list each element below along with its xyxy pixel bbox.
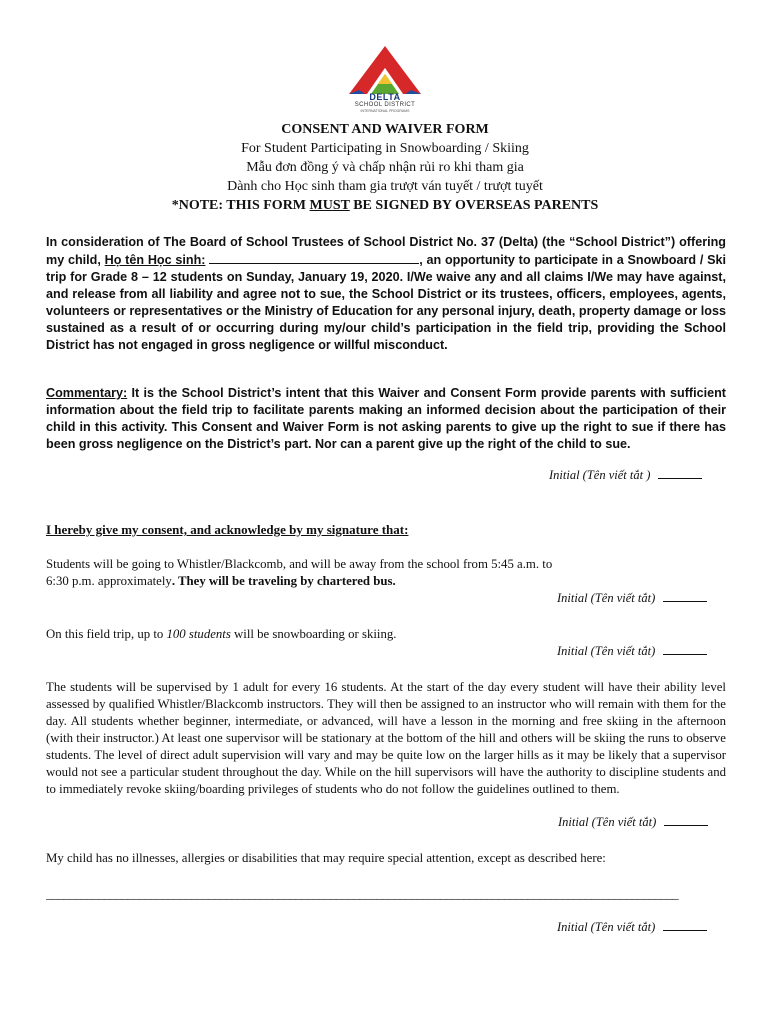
note-must: MUST bbox=[309, 198, 350, 213]
form-title: CONSENT AND WAIVER FORM bbox=[281, 122, 489, 137]
illness-paragraph: My child has no illnesses, allergies or disabilities that may require special attention, except as described here: bbox=[46, 851, 606, 865]
consideration-paragraph bbox=[46, 234, 726, 354]
initial-input-3[interactable] bbox=[663, 644, 707, 655]
form-subtitle-vi-1: Mẫu đơn đồng ý và chấp nhận rủi ro khi tham gia bbox=[246, 160, 524, 175]
supervision-paragraph: The students will be supervised by 1 adult for every 16 students. At the start of the day every student will have their ability level assessed by qualified Whistler/Blackcomb instructors. They will then be assigned to an instructor who will remain with them for the day. All students whether beginner, intermediate, or advanced, will have a lesson in the morning and free skiing in the afternoon (with their instructor.) At least one supervisor will be stationary at the bottom of the hill and others will be skiing the runs to observe students. The level of direct adult supervision will vary and may be quite low on the larger hills as it may be likely that a supervisor would not see a particular student throughout the day. While on the hill supervisors will have the authority to discipline students and to immediately revoke skiing/boarding privileges of students who do not follow the guidelines outlined to them. bbox=[46, 680, 726, 796]
consideration-part1: In consideration of The Board of School Trustees of School District No. 37 (Delta) (the “School District”) offering my child, bbox=[46, 235, 726, 267]
logo-text bbox=[340, 93, 430, 113]
initial-label-2: Initial (Tên viết tắt) bbox=[557, 591, 656, 605]
initial-field-4 bbox=[558, 815, 708, 830]
form-subtitle: For Student Participating in Snowboarding / Skiing bbox=[241, 141, 529, 156]
initial-label-3: Initial (Tên viết tắt) bbox=[557, 644, 656, 658]
logo-programs: INTERNATIONAL PROGRAMS bbox=[360, 109, 410, 113]
commentary-label: Commentary: bbox=[46, 386, 128, 400]
initial-label-1: Initial (Tên viết tắt ) bbox=[549, 468, 651, 482]
initial-label-5: Initial (Tên viết tắt) bbox=[557, 920, 656, 934]
initial-field-1 bbox=[549, 468, 702, 483]
commentary-text: It is the School District’s intent that this Waiver and Consent Form provide parents with sufficient information about the field trip to facilitate parents making an informed decision about the participation of their child in this activity. This Consent and Waiver Form is not asking parents to give up the right to sue if there has been gross negligence on the District’s part. Nor can a parent give up the right of the child to sue. bbox=[46, 386, 726, 451]
initial-input-5[interactable] bbox=[663, 920, 707, 931]
overseas-note bbox=[0, 196, 770, 215]
field-trip-paragraph bbox=[46, 626, 726, 643]
commentary-paragraph bbox=[46, 385, 726, 453]
field-trip-before: On this field trip, up to bbox=[46, 627, 167, 641]
initial-field-5 bbox=[557, 920, 707, 935]
initial-label-4: Initial (Tên viết tắt) bbox=[558, 815, 657, 829]
child-name-field[interactable] bbox=[209, 251, 419, 264]
child-name-label: Họ tên Học sinh: bbox=[104, 253, 206, 267]
initial-input-2[interactable] bbox=[663, 591, 707, 602]
note-suffix: BE SIGNED BY OVERSEAS PARENTS bbox=[349, 198, 599, 213]
illness-description-field[interactable]: _____________________________________________________________________________________________________________ bbox=[46, 887, 679, 901]
initial-field-3 bbox=[557, 644, 707, 659]
logo-name: DELTA bbox=[369, 92, 401, 102]
initial-input-1[interactable] bbox=[658, 468, 702, 479]
consideration-part2: , an opportunity to participate in a Snowboard / Ski trip for Grade 8 – 12 students on Sunday, January 19, 2020. I/We waive any and all claims I/We may have against, and release from all liability and agree not to sue, the School District or its trustees, officers, employees, agents, volunteers or representatives or the Ministry of Education for any personal injury, death, property damage or loss sustained as a result of or occurring during my/our child’s participation in the field trip, providing the School District has not engaged in gross negligence or willful misconduct. bbox=[46, 253, 726, 352]
consent-heading: I hereby give my consent, and acknowledge by my signature that: bbox=[46, 522, 409, 537]
initial-input-4[interactable] bbox=[664, 815, 708, 826]
field-trip-count: 100 students bbox=[166, 627, 231, 641]
whistler-paragraph bbox=[46, 556, 566, 590]
logo-subtitle: SCHOOL DISTRICT bbox=[354, 102, 416, 108]
field-trip-after: will be snowboarding or skiing. bbox=[230, 627, 397, 641]
whistler-part3: . They will be traveling by chartered bus. bbox=[171, 574, 396, 588]
whistler-part1: Students will be going to Whistler/Blackcomb bbox=[46, 557, 283, 571]
initial-field-2 bbox=[557, 591, 707, 606]
note-prefix: *NOTE: THIS FORM bbox=[171, 198, 310, 213]
form-subtitle-vi-2: Dành cho Học sinh tham gia trượt ván tuyết / trượt tuyết bbox=[227, 179, 543, 194]
title-block bbox=[0, 120, 770, 215]
whistler-part2: , and will be away from the school from 5:45 a.m. to 6:30 p.m. approximately bbox=[46, 557, 553, 588]
